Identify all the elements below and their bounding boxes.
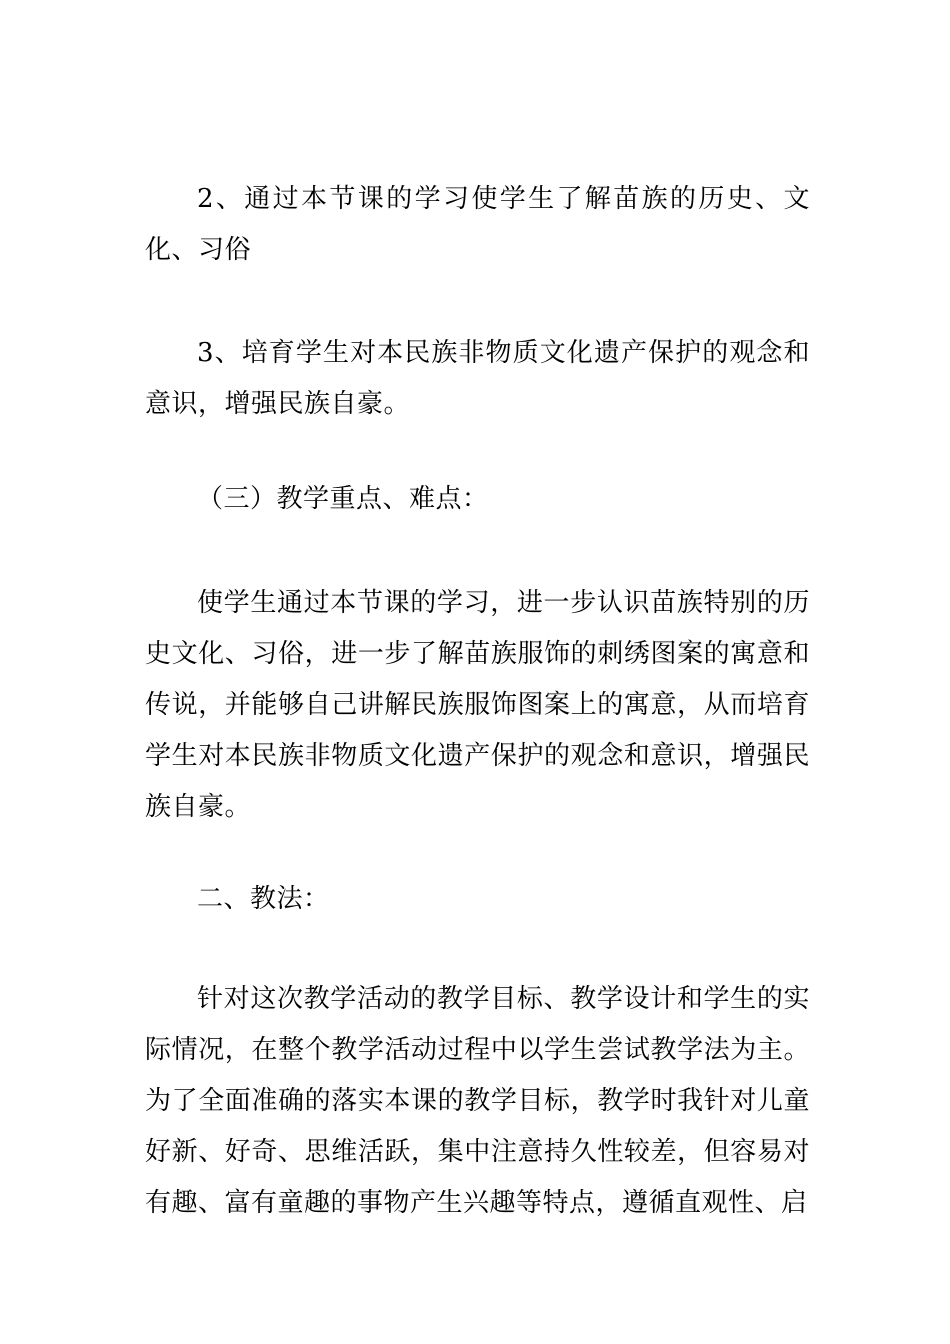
paragraph-objective-3: 3、培育学生对本民族非物质文化遗产保护的观念和意识，增强民族自豪。: [145, 338, 810, 419]
section-heading-teaching-method: 二、教法：: [197, 884, 330, 914]
section-heading-key-points: （三）教学重点、难点：: [197, 484, 489, 514]
paragraph-teaching-method: 针对这次教学活动的教学目标、教学设计和学生的实际情况，在整个教学活动过程中以学生尝试教学法为主。为了全面准确的落实本课的教学目标，教学时我针对儿童好新、好奇、思维活跃，集中注意持久性较差，但容易对有趣、富有童趣的事物产生兴趣等特点，遵循直观性、启: [145, 984, 810, 1218]
paragraph-key-points: 使学生通过本节课的学习，进一步认识苗族特别的历史文化、习俗，进一步了解苗族服饰的刺绣图案的寓意和传说，并能够自己讲解民族服饰图案上的寓意，从而培育学生对本民族非物质文化遗产保护的观念和意识，增强民族自豪。: [145, 588, 810, 822]
paragraph-objective-2: 2、通过本节课的学习使学生了解苗族的历史、文化、习俗: [145, 184, 810, 265]
